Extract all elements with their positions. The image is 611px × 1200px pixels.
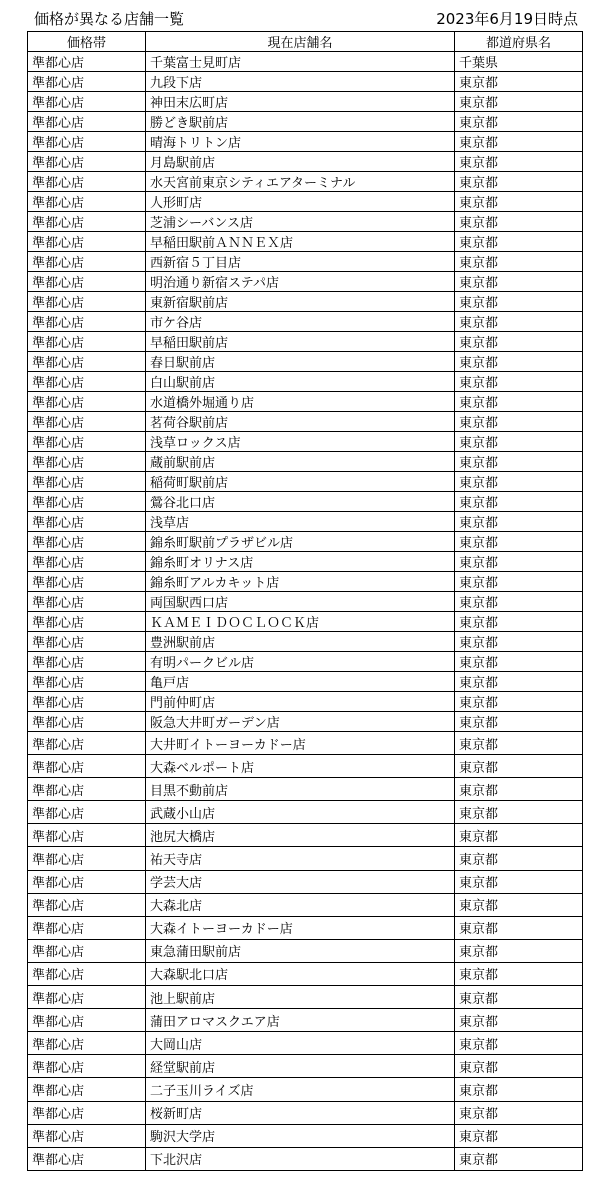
cell-category: 準都心店 <box>28 172 146 192</box>
cell-store: 池尻大橋店 <box>146 824 455 847</box>
cell-store: 早稲田駅前店 <box>146 332 455 352</box>
cell-store: ＫＡＭＥＩＤＯＣＬＯＣＫ店 <box>146 612 455 632</box>
cell-prefecture: 東京都 <box>455 412 583 432</box>
table-row <box>28 152 583 172</box>
cell-store: 大森北店 <box>146 893 455 916</box>
cell-prefecture: 東京都 <box>455 292 583 312</box>
cell-prefecture: 東京都 <box>455 512 583 532</box>
cell-category: 準都心店 <box>28 52 146 72</box>
table-row <box>28 472 583 492</box>
table-row <box>28 372 583 392</box>
table-row <box>28 732 583 755</box>
table-row <box>28 692 583 712</box>
table-row <box>28 847 583 870</box>
cell-category: 準都心店 <box>28 732 146 755</box>
table-row <box>28 432 583 452</box>
cell-store: 水天宮前東京シティエアターミナル <box>146 172 455 192</box>
cell-category: 準都心店 <box>28 824 146 847</box>
cell-prefecture: 東京都 <box>455 893 583 916</box>
cell-store: 水道橋外堀通り店 <box>146 392 455 412</box>
cell-category: 準都心店 <box>28 212 146 232</box>
cell-prefecture: 東京都 <box>455 312 583 332</box>
cell-store: 東新宿駅前店 <box>146 292 455 312</box>
cell-store: 九段下店 <box>146 72 455 92</box>
cell-prefecture: 東京都 <box>455 592 583 612</box>
cell-prefecture: 東京都 <box>455 732 583 755</box>
header-prefecture: 都道府県名 <box>455 32 583 52</box>
cell-category: 準都心店 <box>28 72 146 92</box>
cell-store: 千葉富士見町店 <box>146 52 455 72</box>
cell-prefecture: 東京都 <box>455 272 583 292</box>
table-row <box>28 916 583 939</box>
cell-store: 晴海トリトン店 <box>146 132 455 152</box>
table-row <box>28 612 583 632</box>
cell-prefecture: 東京都 <box>455 72 583 92</box>
cell-store: 鶯谷北口店 <box>146 492 455 512</box>
table-row <box>28 1147 583 1170</box>
cell-prefecture: 東京都 <box>455 1055 583 1078</box>
cell-store: 桜新町店 <box>146 1101 455 1124</box>
cell-category: 準都心店 <box>28 1101 146 1124</box>
cell-store: 錦糸町駅前プラザビル店 <box>146 532 455 552</box>
cell-store: 市ケ谷店 <box>146 312 455 332</box>
cell-prefecture: 東京都 <box>455 692 583 712</box>
table-row <box>28 986 583 1009</box>
cell-category: 準都心店 <box>28 847 146 870</box>
cell-category: 準都心店 <box>28 778 146 801</box>
cell-category: 準都心店 <box>28 1147 146 1170</box>
cell-store: 大井町イトーヨーカドー店 <box>146 732 455 755</box>
table-row <box>28 778 583 801</box>
cell-prefecture: 東京都 <box>455 939 583 962</box>
cell-category: 準都心店 <box>28 92 146 112</box>
cell-prefecture: 東京都 <box>455 232 583 252</box>
cell-category: 準都心店 <box>28 986 146 1009</box>
table-row <box>28 801 583 824</box>
cell-store: 阪急大井町ガーデン店 <box>146 712 455 732</box>
table-row <box>28 112 583 132</box>
cell-store: 明治通り新宿ステパ店 <box>146 272 455 292</box>
table-row <box>28 492 583 512</box>
table-row <box>28 532 583 552</box>
cell-prefecture: 東京都 <box>455 1009 583 1032</box>
cell-category: 準都心店 <box>28 962 146 985</box>
table-row <box>28 632 583 652</box>
header-category: 価格帯 <box>28 32 146 52</box>
table-row <box>28 962 583 985</box>
cell-category: 準都心店 <box>28 1009 146 1032</box>
cell-prefecture: 東京都 <box>455 986 583 1009</box>
table-row <box>28 272 583 292</box>
cell-store: 門前仲町店 <box>146 692 455 712</box>
cell-prefecture: 東京都 <box>455 532 583 552</box>
table-row <box>28 512 583 532</box>
cell-store: 祐天寺店 <box>146 847 455 870</box>
cell-prefecture: 東京都 <box>455 652 583 672</box>
table-row <box>28 352 583 372</box>
cell-prefecture: 東京都 <box>455 847 583 870</box>
cell-category: 準都心店 <box>28 1078 146 1101</box>
cell-store: 学芸大店 <box>146 870 455 893</box>
cell-category: 準都心店 <box>28 1032 146 1055</box>
cell-category: 準都心店 <box>28 232 146 252</box>
cell-store: 大森イトーヨーカドー店 <box>146 916 455 939</box>
table-row <box>28 939 583 962</box>
cell-prefecture: 東京都 <box>455 192 583 212</box>
cell-store: 勝どき駅前店 <box>146 112 455 132</box>
table-row <box>28 172 583 192</box>
cell-prefecture: 東京都 <box>455 152 583 172</box>
table-row <box>28 52 583 72</box>
cell-category: 準都心店 <box>28 332 146 352</box>
cell-category: 準都心店 <box>28 870 146 893</box>
cell-category: 準都心店 <box>28 939 146 962</box>
table-row <box>28 1032 583 1055</box>
cell-store: 西新宿５丁目店 <box>146 252 455 272</box>
table-row <box>28 712 583 732</box>
cell-store: 両国駅西口店 <box>146 592 455 612</box>
cell-category: 準都心店 <box>28 801 146 824</box>
cell-category: 準都心店 <box>28 755 146 778</box>
cell-prefecture: 東京都 <box>455 112 583 132</box>
store-table <box>27 31 583 1171</box>
cell-category: 準都心店 <box>28 552 146 572</box>
cell-prefecture: 東京都 <box>455 92 583 112</box>
cell-category: 準都心店 <box>28 152 146 172</box>
table-row <box>28 412 583 432</box>
table-row <box>28 1055 583 1078</box>
table-row <box>28 893 583 916</box>
cell-store: 亀戸店 <box>146 672 455 692</box>
cell-prefecture: 東京都 <box>455 472 583 492</box>
cell-category: 準都心店 <box>28 592 146 612</box>
cell-prefecture: 東京都 <box>455 962 583 985</box>
cell-prefecture: 東京都 <box>455 392 583 412</box>
table-row <box>28 292 583 312</box>
cell-prefecture: 東京都 <box>455 332 583 352</box>
cell-prefecture: 東京都 <box>455 778 583 801</box>
cell-prefecture: 東京都 <box>455 916 583 939</box>
table-row <box>28 652 583 672</box>
cell-prefecture: 東京都 <box>455 452 583 472</box>
cell-category: 準都心店 <box>28 412 146 432</box>
cell-prefecture: 東京都 <box>455 801 583 824</box>
table-body <box>28 52 583 1171</box>
cell-store: 茗荷谷駅前店 <box>146 412 455 432</box>
cell-category: 準都心店 <box>28 492 146 512</box>
cell-category: 準都心店 <box>28 672 146 692</box>
cell-category: 準都心店 <box>28 572 146 592</box>
table-row <box>28 232 583 252</box>
cell-store: 浅草店 <box>146 512 455 532</box>
cell-prefecture: 東京都 <box>455 672 583 692</box>
cell-category: 準都心店 <box>28 192 146 212</box>
cell-store: 白山駅前店 <box>146 372 455 392</box>
cell-prefecture: 東京都 <box>455 632 583 652</box>
table-row <box>28 870 583 893</box>
cell-category: 準都心店 <box>28 512 146 532</box>
cell-prefecture: 東京都 <box>455 1124 583 1147</box>
cell-category: 準都心店 <box>28 252 146 272</box>
table-row <box>28 312 583 332</box>
cell-store: 錦糸町オリナス店 <box>146 552 455 572</box>
table-row <box>28 132 583 152</box>
table-row <box>28 192 583 212</box>
cell-category: 準都心店 <box>28 1055 146 1078</box>
table-row <box>28 1009 583 1032</box>
cell-category: 準都心店 <box>28 532 146 552</box>
cell-category: 準都心店 <box>28 612 146 632</box>
document-title: 価格が異なる店舗一覧 <box>34 10 185 28</box>
cell-prefecture: 東京都 <box>455 1078 583 1101</box>
cell-category: 準都心店 <box>28 392 146 412</box>
cell-category: 準都心店 <box>28 132 146 152</box>
cell-prefecture: 東京都 <box>455 712 583 732</box>
cell-category: 準都心店 <box>28 692 146 712</box>
cell-store: 早稲田駅前ＡＮＮＥＸ店 <box>146 232 455 252</box>
cell-store: 大森ベルポート店 <box>146 755 455 778</box>
cell-store: 人形町店 <box>146 192 455 212</box>
table-row <box>28 332 583 352</box>
cell-store: 大森駅北口店 <box>146 962 455 985</box>
cell-category: 準都心店 <box>28 632 146 652</box>
table-row <box>28 212 583 232</box>
table-row <box>28 452 583 472</box>
cell-prefecture: 東京都 <box>455 132 583 152</box>
cell-store: 蒲田アロマスクエア店 <box>146 1009 455 1032</box>
cell-store: 春日駅前店 <box>146 352 455 372</box>
cell-category: 準都心店 <box>28 312 146 332</box>
cell-prefecture: 東京都 <box>455 755 583 778</box>
cell-store: 下北沢店 <box>146 1147 455 1170</box>
cell-prefecture: 東京都 <box>455 824 583 847</box>
table-row <box>28 1124 583 1147</box>
table-row <box>28 572 583 592</box>
cell-store: 神田末広町店 <box>146 92 455 112</box>
cell-category: 準都心店 <box>28 652 146 672</box>
cell-category: 準都心店 <box>28 292 146 312</box>
cell-store: 経堂駅前店 <box>146 1055 455 1078</box>
cell-category: 準都心店 <box>28 432 146 452</box>
as-of-date: 2023年6月19日時点 <box>436 10 578 28</box>
cell-category: 準都心店 <box>28 916 146 939</box>
cell-prefecture: 東京都 <box>455 172 583 192</box>
cell-prefecture: 東京都 <box>455 212 583 232</box>
cell-category: 準都心店 <box>28 272 146 292</box>
header-store: 現在店舗名 <box>146 32 455 52</box>
cell-prefecture: 東京都 <box>455 372 583 392</box>
cell-category: 準都心店 <box>28 472 146 492</box>
cell-category: 準都心店 <box>28 452 146 472</box>
cell-prefecture: 東京都 <box>455 1032 583 1055</box>
cell-prefecture: 東京都 <box>455 552 583 572</box>
table-row <box>28 72 583 92</box>
cell-store: 豊洲駅前店 <box>146 632 455 652</box>
header-row <box>28 32 583 52</box>
cell-store: 目黒不動前店 <box>146 778 455 801</box>
cell-store: 有明パークビル店 <box>146 652 455 672</box>
table-row <box>28 672 583 692</box>
cell-prefecture: 東京都 <box>455 492 583 512</box>
cell-prefecture: 東京都 <box>455 432 583 452</box>
cell-store: 駒沢大学店 <box>146 1124 455 1147</box>
cell-store: 稲荷町駅前店 <box>146 472 455 492</box>
table-row <box>28 552 583 572</box>
cell-store: 月島駅前店 <box>146 152 455 172</box>
cell-store: 錦糸町アルカキット店 <box>146 572 455 592</box>
cell-category: 準都心店 <box>28 893 146 916</box>
table-row <box>28 392 583 412</box>
table-row <box>28 755 583 778</box>
cell-prefecture: 東京都 <box>455 252 583 272</box>
cell-store: 大岡山店 <box>146 1032 455 1055</box>
cell-store: 二子玉川ライズ店 <box>146 1078 455 1101</box>
cell-category: 準都心店 <box>28 112 146 132</box>
cell-prefecture: 東京都 <box>455 572 583 592</box>
cell-prefecture: 東京都 <box>455 352 583 372</box>
cell-store: 浅草ロックス店 <box>146 432 455 452</box>
table-row <box>28 1078 583 1101</box>
cell-category: 準都心店 <box>28 372 146 392</box>
cell-store: 武蔵小山店 <box>146 801 455 824</box>
cell-store: 東急蒲田駅前店 <box>146 939 455 962</box>
cell-category: 準都心店 <box>28 1124 146 1147</box>
cell-store: 芝浦シーバンス店 <box>146 212 455 232</box>
table-row <box>28 824 583 847</box>
table-row <box>28 1101 583 1124</box>
cell-prefecture: 東京都 <box>455 1101 583 1124</box>
table-row <box>28 592 583 612</box>
cell-prefecture: 千葉県 <box>455 52 583 72</box>
cell-category: 準都心店 <box>28 352 146 372</box>
cell-prefecture: 東京都 <box>455 870 583 893</box>
cell-prefecture: 東京都 <box>455 1147 583 1170</box>
table-row <box>28 252 583 272</box>
cell-category: 準都心店 <box>28 712 146 732</box>
cell-store: 池上駅前店 <box>146 986 455 1009</box>
cell-store: 蔵前駅前店 <box>146 452 455 472</box>
cell-prefecture: 東京都 <box>455 612 583 632</box>
table-row <box>28 92 583 112</box>
